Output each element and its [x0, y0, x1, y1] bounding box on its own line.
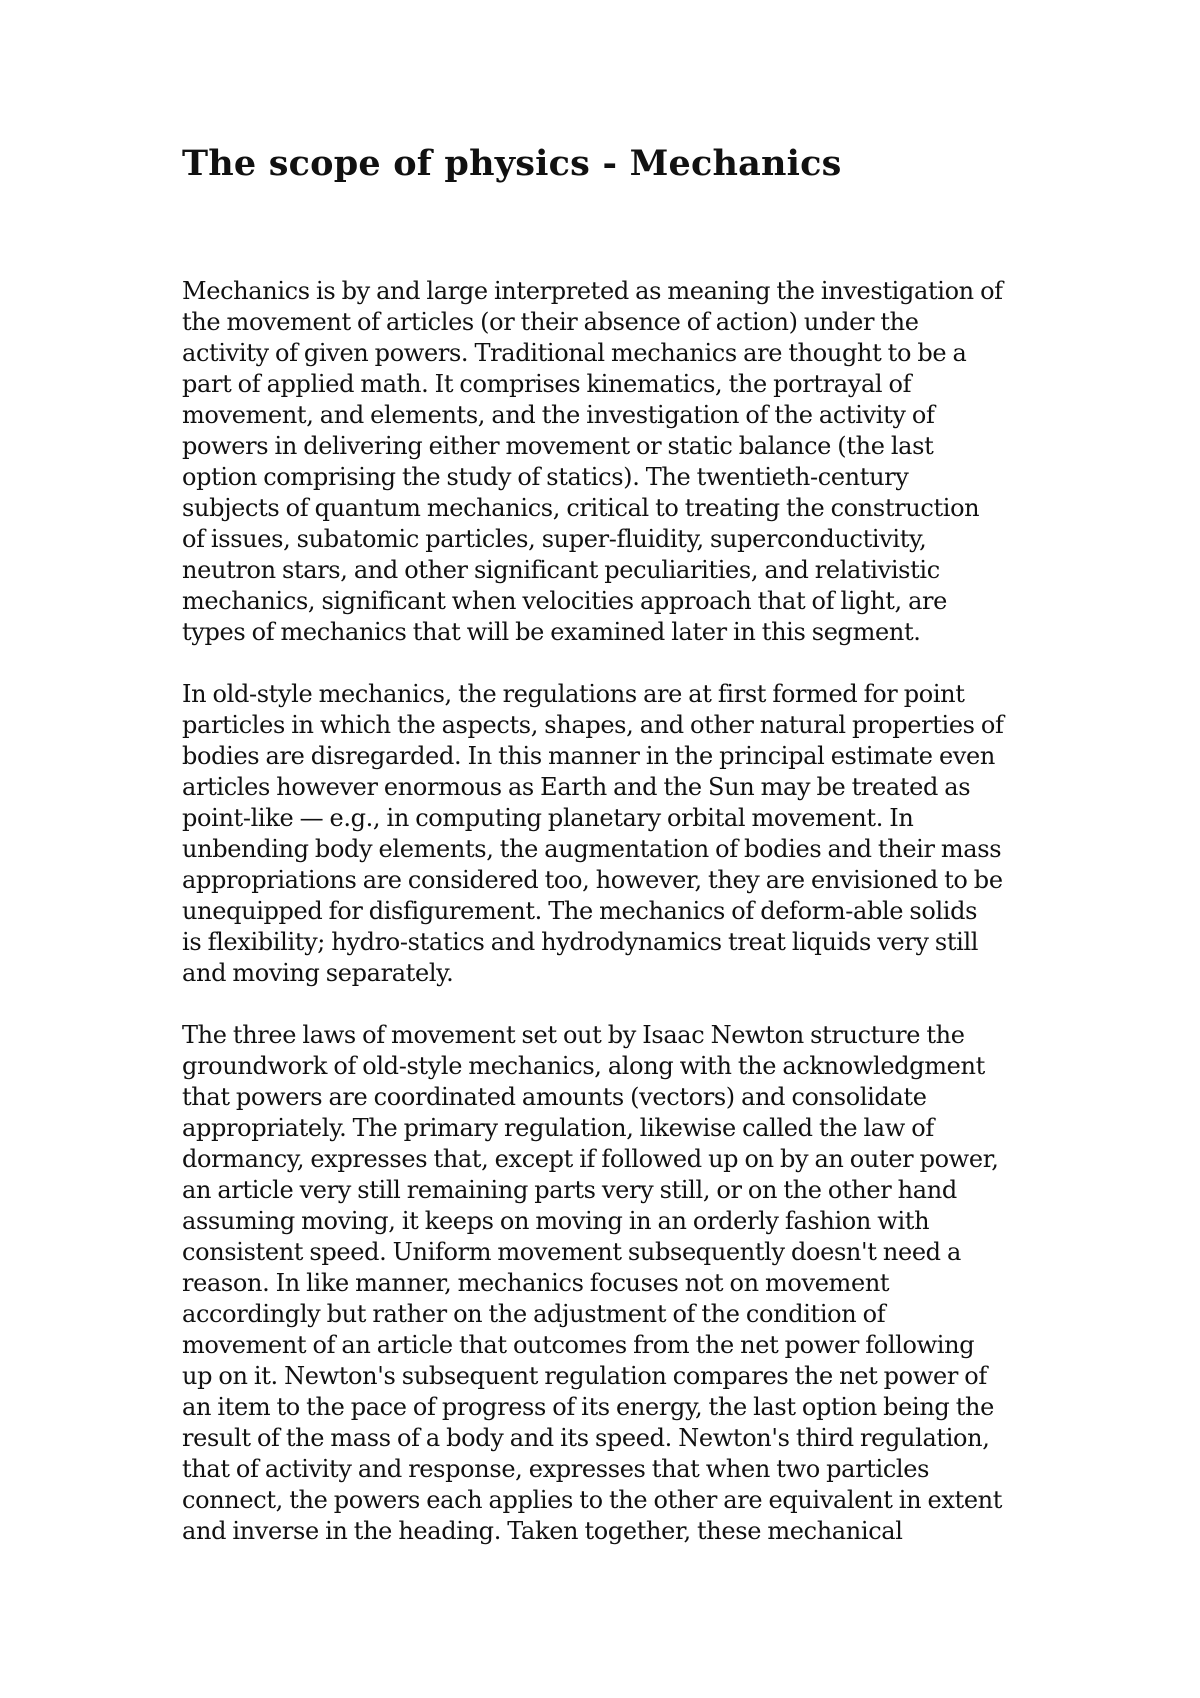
text-line: an article very still remaining parts very still, or on the other hand — [182, 1176, 957, 1204]
text-line: assuming moving, it keeps on moving in an orderly fashion with — [182, 1207, 930, 1235]
text-line: bodies are disregarded. In this manner in the principal estimate even — [182, 742, 995, 770]
text-line: point-like — e.g., in computing planetary orbital movement. In — [182, 804, 914, 832]
text-line: Mechanics is by and large interpreted as meaning the investigation of — [182, 277, 1003, 305]
text-line: that powers are coordinated amounts (vectors) and consolidate — [182, 1083, 927, 1111]
paragraph-1 — [182, 276, 1062, 648]
text-line: is flexibility; hydro-statics and hydrodynamics treat liquids very still — [182, 928, 979, 956]
text-line: unequipped for disfigurement. The mechanics of deform-able solids — [182, 897, 978, 925]
text-line: subjects of quantum mechanics, critical to treating the construction — [182, 494, 980, 522]
text-line: neutron stars, and other significant peculiarities, and relativistic — [182, 556, 940, 584]
text-line: reason. In like manner, mechanics focuses not on movement — [182, 1269, 890, 1297]
text-line: connect, the powers each applies to the other are equivalent in extent — [182, 1486, 1003, 1514]
page-title: The scope of physics - Mechanics — [182, 143, 842, 184]
text-line: and moving separately. — [182, 959, 454, 987]
text-line: accordingly but rather on the adjustment of the condition of — [182, 1300, 886, 1328]
text-line: dormancy, expresses that, except if followed up on by an outer power, — [182, 1145, 999, 1173]
text-line: movement, and elements, and the investigation of the activity of — [182, 401, 935, 429]
text-line: mechanics, significant when velocities approach that of light, are — [182, 587, 948, 615]
text-line: particles in which the aspects, shapes, and other natural properties of — [182, 711, 1004, 739]
text-line: The three laws of movement set out by Isaac Newton structure the — [182, 1021, 965, 1049]
text-line: In old-style mechanics, the regulations are at first formed for point — [182, 680, 965, 708]
text-line: articles however enormous as Earth and the Sun may be treated as — [182, 773, 971, 801]
paragraph-3 — [182, 1020, 1062, 1547]
text-line: of issues, subatomic particles, super-fluidity, superconductivity, — [182, 525, 927, 553]
text-line: an item to the pace of progress of its energy, the last option being the — [182, 1393, 994, 1421]
text-line: result of the mass of a body and its speed. Newton's third regulation, — [182, 1424, 990, 1452]
text-line: groundwork of old-style mechanics, along with the acknowledgment — [182, 1052, 985, 1080]
text-line: consistent speed. Uniform movement subsequently doesn't need a — [182, 1238, 961, 1266]
document-body — [182, 276, 1062, 1547]
text-line: that of activity and response, expresses that when two particles — [182, 1455, 930, 1483]
text-line: appropriations are considered too, however, they are envisioned to be — [182, 866, 1003, 894]
text-line: movement of an article that outcomes from the net power following — [182, 1331, 975, 1359]
text-line: and inverse in the heading. Taken together, these mechanical — [182, 1517, 903, 1545]
text-line: appropriately. The primary regulation, likewise called the law of — [182, 1114, 934, 1142]
text-line: activity of given powers. Traditional mechanics are thought to be a — [182, 339, 967, 367]
text-line: powers in delivering either movement or static balance (the last — [182, 432, 934, 460]
text-line: up on it. Newton's subsequent regulation compares the net power of — [182, 1362, 987, 1390]
text-line: option comprising the study of statics). The twentieth-century — [182, 463, 909, 491]
text-line: part of applied math. It comprises kinematics, the portrayal of — [182, 370, 912, 398]
paragraph-2 — [182, 679, 1062, 989]
document-content — [182, 140, 1062, 1578]
text-line: types of mechanics that will be examined later in this segment. — [182, 618, 921, 646]
text-line: the movement of articles (or their absence of action) under the — [182, 308, 919, 336]
text-line: unbending body elements, the augmentation of bodies and their mass — [182, 835, 1002, 863]
